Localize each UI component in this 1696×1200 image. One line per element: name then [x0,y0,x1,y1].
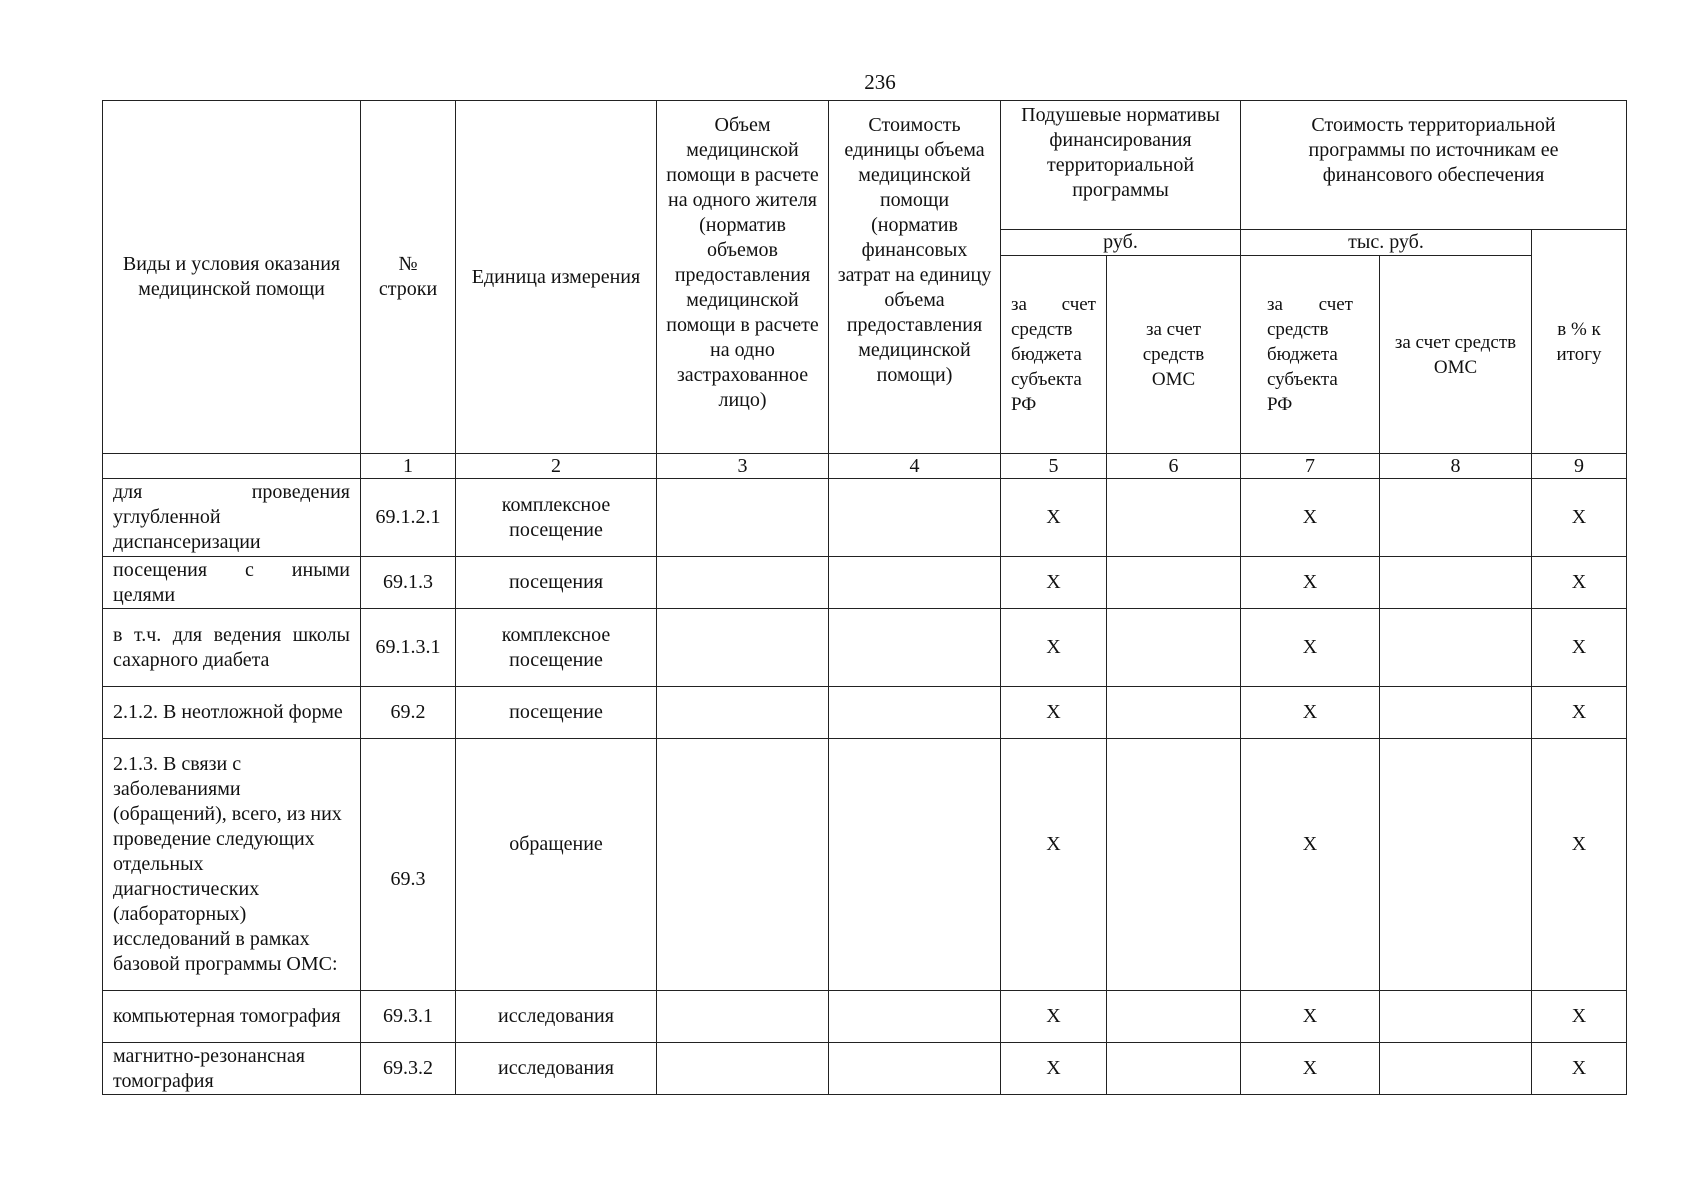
row-cell-4 [829,687,1001,739]
header-unit-rub: руб. [1001,230,1241,256]
table-row [103,991,1627,1043]
row-cell-6 [1107,1043,1241,1095]
row-number: 69.1.2.1 [361,479,456,557]
row-cell-4 [829,479,1001,557]
row-cell-6 [1107,479,1241,557]
medical-care-cost-table [102,100,1627,1095]
row-cell-5: Х [1001,739,1107,991]
header-cell-volume: Объем медицинской помощи в расчете на одного жителя (норматив объемов предоставления медицинской помощи в расчете на одно застрахованное лицо) [657,101,829,454]
row-cell-6 [1107,609,1241,687]
row-cell-9: Х [1532,479,1627,557]
row-cell-3 [657,557,829,609]
header-cell-cost: Стоимость единицы объема медицинской помощи (норматив финансовых затрат на единицу объема предоставления медицинской помощи) [829,101,1001,454]
row-cell-8 [1380,479,1532,557]
row-cell-8 [1380,991,1532,1043]
column-number: 1 [361,454,456,479]
column-number: 7 [1241,454,1380,479]
row-cell-3 [657,687,829,739]
page-number: 236 [864,70,896,94]
row-name: 2.1.2. В неотложной форме [103,687,361,739]
row-cell-4 [829,991,1001,1043]
table-row [103,739,1627,991]
row-unit: комплексное посещение [456,479,657,557]
row-cell-9: Х [1532,1043,1627,1095]
row-cell-7: Х [1241,609,1380,687]
header-cell-unit: Единица измерения [456,101,657,454]
row-number: 69.3 [361,739,456,991]
column-number [103,454,361,479]
row-unit: исследования [456,1043,657,1095]
row-unit: обращение [456,739,657,991]
row-cell-4 [829,557,1001,609]
header-sub-percent: в % к итогу [1532,230,1627,454]
row-cell-5: Х [1001,1043,1107,1095]
row-cell-9: Х [1532,991,1627,1043]
row-name: для проведения углубленной диспансеризации [103,479,361,557]
row-cell-5: Х [1001,991,1107,1043]
row-cell-7: Х [1241,1043,1380,1095]
row-unit: исследования [456,991,657,1043]
row-cell-3 [657,739,829,991]
row-cell-3 [657,479,829,557]
column-number: 6 [1107,454,1241,479]
row-number: 69.3.1 [361,991,456,1043]
header-cell-name: Виды и условия оказания медицинской помощи [103,101,361,454]
column-number: 4 [829,454,1001,479]
row-cell-4 [829,739,1001,991]
header-group-per-capita: Подушевые нормативы финансирования территориальной программы [1001,101,1241,230]
column-numbers-row [103,454,1627,479]
row-cell-7: Х [1241,479,1380,557]
row-cell-5: Х [1001,557,1107,609]
column-number: 2 [456,454,657,479]
row-number: 69.2 [361,687,456,739]
row-cell-9: Х [1532,739,1627,991]
row-cell-6 [1107,991,1241,1043]
row-cell-9: Х [1532,609,1627,687]
row-cell-5: Х [1001,687,1107,739]
header-sub-budget-thousand: за счет средств бюджета субъекта РФ [1241,256,1380,454]
column-number: 9 [1532,454,1627,479]
header-row-1 [103,101,1627,230]
row-cell-3 [657,991,829,1043]
table-row [103,479,1627,557]
row-cell-7: Х [1241,991,1380,1043]
row-cell-9: Х [1532,687,1627,739]
column-number: 5 [1001,454,1107,479]
row-name: в т.ч. для ведения школы сахарного диабета [103,609,361,687]
row-name: компьютерная томография [103,991,361,1043]
row-number: 69.1.3 [361,557,456,609]
header-group-program-cost: Стоимость территориальной программы по источникам ее финансового обеспечения [1241,101,1627,230]
row-cell-6 [1107,687,1241,739]
row-cell-5: Х [1001,609,1107,687]
table-row [103,1043,1627,1095]
row-cell-8 [1380,557,1532,609]
row-number: 69.3.2 [361,1043,456,1095]
row-cell-4 [829,1043,1001,1095]
row-unit: посещение [456,687,657,739]
row-cell-8 [1380,609,1532,687]
table-row [103,609,1627,687]
header-sub-oms-rub: за счет средств ОМС [1107,256,1241,454]
column-number: 3 [657,454,829,479]
row-cell-8 [1380,1043,1532,1095]
table-row [103,557,1627,609]
row-name: 2.1.3. В связи с заболеваниями (обращений), всего, из них проведение следующих отдельных диагностических (лабораторных) исследований в рамках базовой программы ОМС: [103,739,361,991]
row-cell-6 [1107,739,1241,991]
header-cell-row-no: № строки [361,101,456,454]
row-cell-7: Х [1241,739,1380,991]
row-cell-6 [1107,557,1241,609]
row-number: 69.1.3.1 [361,609,456,687]
row-cell-5: Х [1001,479,1107,557]
row-cell-8 [1380,687,1532,739]
row-cell-4 [829,609,1001,687]
row-unit: посещения [456,557,657,609]
row-name: посещения с иными целями [103,557,361,609]
header-unit-thousand-rub: тыс. руб. [1241,230,1532,256]
header-sub-oms-thousand: за счет средств ОМС [1380,256,1532,454]
row-cell-7: Х [1241,557,1380,609]
row-name: магнитно-резонансная томография [103,1043,361,1095]
row-unit: комплексное посещение [456,609,657,687]
row-cell-8 [1380,739,1532,991]
row-cell-9: Х [1532,557,1627,609]
row-cell-3 [657,1043,829,1095]
row-cell-3 [657,609,829,687]
header-sub-budget-rub: за счет средств бюджета субъекта РФ [1001,256,1107,454]
row-cell-7: Х [1241,687,1380,739]
table-row [103,687,1627,739]
column-number: 8 [1380,454,1532,479]
